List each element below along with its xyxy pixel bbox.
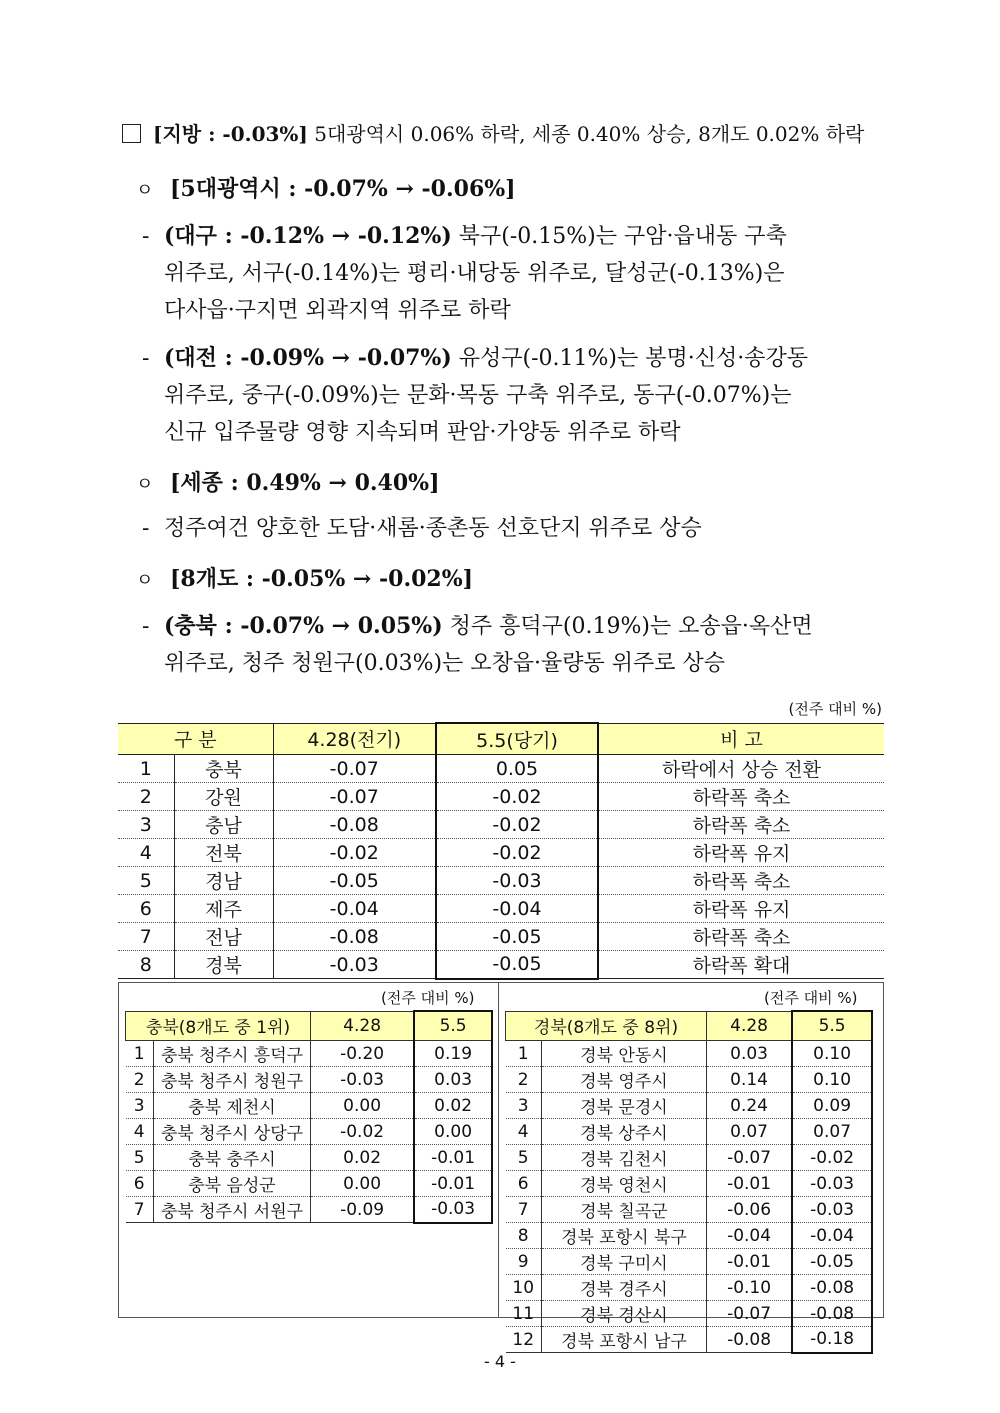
prev-value-cell: -0.03: [311, 1067, 415, 1093]
region-cell: 전북: [174, 839, 273, 867]
rank-cell: 4: [118, 839, 174, 867]
table-row: [118, 755, 884, 783]
province-table: [118, 722, 884, 980]
note-cell: 하락폭 유지: [598, 895, 884, 923]
table-row: [506, 1171, 873, 1197]
subregion-name-cell: 경북 김천시: [541, 1145, 706, 1171]
subregion-name-cell: 충북 청주시 상당구: [153, 1119, 310, 1145]
note-cell: 하락폭 축소: [598, 811, 884, 839]
subregion-name-cell: 충북 청주시 청원구: [153, 1067, 310, 1093]
daejeon-line3: 신규 입주물량 영향 지속되며 판암·가양동 위주로 하락: [164, 420, 681, 445]
daejeon-line1: 유성구(-0.11%)는 봉명·신성·송강동: [451, 346, 808, 371]
subregion-name-cell: 경북 상주시: [541, 1119, 706, 1145]
curr-value-cell: 0.00: [414, 1119, 492, 1145]
note-cell: 하락폭 축소: [598, 867, 884, 895]
rank-cell: 1: [126, 1041, 154, 1067]
note-cell: 하락에서 상승 전환: [598, 755, 884, 783]
curr-value-cell: 0.03: [414, 1067, 492, 1093]
table-row: [506, 1327, 873, 1353]
prev-value-cell: -0.02: [311, 1119, 415, 1145]
region-cell: 전남: [174, 923, 273, 951]
rank-cell: 3: [506, 1093, 542, 1119]
subregion-name-cell: 경북 경산시: [541, 1301, 706, 1327]
rank-cell: 5: [126, 1145, 154, 1171]
table-row: [118, 923, 884, 951]
curr-value-cell: -0.01: [414, 1171, 492, 1197]
note-cell: 하락폭 축소: [598, 783, 884, 811]
section-metro-title: [136, 172, 516, 203]
subregion-name-cell: 경북 경주시: [541, 1275, 706, 1301]
rank-cell: 7: [506, 1197, 542, 1223]
prev-value-cell: 0.14: [706, 1067, 792, 1093]
daejeon-label: (대전 : -0.09% → -0.07%): [164, 345, 452, 371]
daegu-line1: 북구(-0.15%)는 구암·읍내동 구축: [451, 224, 787, 249]
header-division: 구 분: [118, 723, 273, 755]
rank-cell: 2: [506, 1067, 542, 1093]
curr-value-cell: -0.02: [436, 839, 598, 867]
curr-value-cell: -0.03: [414, 1197, 492, 1223]
rank-cell: 7: [118, 923, 174, 951]
rank-cell: 8: [506, 1223, 542, 1249]
prev-value-cell: 0.00: [311, 1093, 415, 1119]
prev-value-cell: -0.07: [273, 783, 436, 811]
region-cell: 충남: [174, 811, 273, 839]
table-row: [118, 839, 884, 867]
dash-bullet: -: [142, 614, 150, 639]
daegu-line2: 위주로, 서구(-0.14%)는 평리·내당동 위주로, 달성군(-0.13%)은: [164, 261, 785, 286]
header-prev: 4.28(전기): [273, 723, 436, 755]
header-curr: 5.5: [792, 1011, 872, 1041]
curr-value-cell: 0.07: [792, 1119, 872, 1145]
provinces-title-text: [8개도 : -0.05% → -0.02%]: [170, 566, 474, 592]
table-row: [506, 1093, 873, 1119]
curr-value-cell: -0.02: [436, 783, 598, 811]
table-row: [506, 1301, 873, 1327]
rank-cell: 5: [118, 867, 174, 895]
curr-value-cell: -0.01: [414, 1145, 492, 1171]
curr-value-cell: -0.08: [792, 1275, 872, 1301]
table-row: [126, 1041, 493, 1067]
region-cell: 강원: [174, 783, 273, 811]
note-cell: 하락폭 유지: [598, 839, 884, 867]
header-prev: 4.28: [311, 1011, 415, 1041]
header-prev: 4.28: [706, 1011, 792, 1041]
region-cell: 경북: [174, 951, 273, 979]
header-curr: 5.5(당기): [436, 723, 598, 755]
table-row: [118, 867, 884, 895]
prev-value-cell: -0.09: [311, 1197, 415, 1223]
table-header-row: [118, 723, 884, 755]
prev-value-cell: 0.24: [706, 1093, 792, 1119]
prev-value-cell: -0.01: [706, 1249, 792, 1275]
paragraph-daejeon: [142, 340, 808, 451]
gyeongbuk-table-unit: (전주 대비 %): [764, 989, 858, 1007]
section-sejong-title: [136, 466, 440, 497]
page-number: - 4 -: [484, 1352, 516, 1371]
table-row: [506, 1145, 873, 1171]
curr-value-cell: -0.03: [436, 867, 598, 895]
prev-value-cell: -0.10: [706, 1275, 792, 1301]
headline: [122, 118, 864, 147]
subregion-name-cell: 충북 제천시: [153, 1093, 310, 1119]
curr-value-cell: -0.04: [436, 895, 598, 923]
prev-value-cell: -0.07: [706, 1145, 792, 1171]
rank-cell: 6: [126, 1171, 154, 1197]
prev-value-cell: -0.08: [273, 923, 436, 951]
circle-bullet-icon: ㅇ: [136, 474, 154, 495]
prev-value-cell: -0.04: [273, 895, 436, 923]
curr-value-cell: -0.02: [436, 811, 598, 839]
prev-value-cell: -0.05: [273, 867, 436, 895]
sejong-title-text: [세종 : 0.49% → 0.40%]: [170, 470, 440, 496]
metro-title-text: [5대광역시 : -0.07% → -0.06%]: [170, 176, 516, 202]
rank-cell: 7: [126, 1197, 154, 1223]
region-cell: 제주: [174, 895, 273, 923]
dash-bullet: -: [142, 224, 150, 249]
subregion-name-cell: 충북 청주시 흥덕구: [153, 1041, 310, 1067]
sejong-line1: 정주여건 양호한 도담·새롬·종촌동 선호단지 위주로 상승: [164, 516, 702, 541]
section-provinces-title: [136, 562, 473, 593]
daegu-label: (대구 : -0.12% → -0.12%): [164, 223, 452, 249]
rank-cell: 1: [118, 755, 174, 783]
curr-value-cell: 0.10: [792, 1041, 872, 1067]
table-header-row: [506, 1011, 873, 1041]
subregion-name-cell: 충북 청주시 서원구: [153, 1197, 310, 1223]
table-row: [126, 1119, 493, 1145]
prev-value-cell: -0.02: [273, 839, 436, 867]
dash-bullet: -: [142, 516, 150, 541]
rank-cell: 6: [118, 895, 174, 923]
curr-value-cell: -0.03: [792, 1197, 872, 1223]
prev-value-cell: -0.01: [706, 1171, 792, 1197]
chungbuk-subregion-table: [125, 1010, 493, 1224]
table-row: [506, 1249, 873, 1275]
note-cell: 하락폭 확대: [598, 951, 884, 979]
prev-value-cell: 0.03: [706, 1041, 792, 1067]
table-row: [506, 1041, 873, 1067]
prev-value-cell: -0.06: [706, 1197, 792, 1223]
paragraph-sejong: [142, 510, 702, 547]
subregion-name-cell: 경북 구미시: [541, 1249, 706, 1275]
curr-value-cell: -0.03: [792, 1171, 872, 1197]
curr-value-cell: -0.05: [436, 923, 598, 951]
headline-text: 5대광역시 0.06% 하락, 세종 0.40% 상승, 8개도 0.02% 하락: [307, 122, 865, 146]
rank-cell: 10: [506, 1275, 542, 1301]
prev-value-cell: 0.02: [311, 1145, 415, 1171]
prev-value-cell: -0.07: [273, 755, 436, 783]
daegu-line3: 다사읍·구지면 외곽지역 위주로 하락: [164, 298, 511, 323]
table-row: [506, 1275, 873, 1301]
rank-cell: 4: [126, 1119, 154, 1145]
rank-cell: 3: [126, 1093, 154, 1119]
rank-cell: 5: [506, 1145, 542, 1171]
header-gyeongbuk: 경북(8개도 중 8위): [506, 1011, 707, 1041]
headline-label: [지방 : -0.03%]: [153, 122, 308, 146]
panel-divider: [498, 983, 499, 1317]
subregion-name-cell: 경북 영천시: [541, 1171, 706, 1197]
curr-value-cell: -0.08: [792, 1301, 872, 1327]
chungbuk-label: (충북 : -0.07% → 0.05%): [164, 613, 443, 639]
table-row: [118, 783, 884, 811]
chungbuk-line1: 청주 흥덕구(0.19%)는 오송읍·옥산면: [442, 614, 813, 639]
subregion-name-cell: 경북 포항시 북구: [541, 1223, 706, 1249]
curr-value-cell: 0.19: [414, 1041, 492, 1067]
prev-value-cell: -0.04: [706, 1223, 792, 1249]
rank-cell: 2: [118, 783, 174, 811]
curr-value-cell: -0.04: [792, 1223, 872, 1249]
prev-value-cell: -0.08: [706, 1327, 792, 1353]
table-row: [506, 1119, 873, 1145]
table-row: [118, 895, 884, 923]
table-row: [118, 811, 884, 839]
chungbuk-line2: 위주로, 청주 청원구(0.03%)는 오창읍·율량동 위주로 상승: [164, 651, 726, 676]
region-cell: 경남: [174, 867, 273, 895]
curr-value-cell: 0.10: [792, 1067, 872, 1093]
rank-cell: 4: [506, 1119, 542, 1145]
curr-value-cell: -0.18: [792, 1327, 872, 1353]
subregion-name-cell: 경북 문경시: [541, 1093, 706, 1119]
subregion-name-cell: 경북 안동시: [541, 1041, 706, 1067]
daejeon-line2: 위주로, 중구(-0.09%)는 문화·목동 구축 위주로, 동구(-0.07%)는: [164, 383, 792, 408]
table-row: [126, 1145, 493, 1171]
subregion-name-cell: 경북 칠곡군: [541, 1197, 706, 1223]
curr-value-cell: -0.02: [792, 1145, 872, 1171]
rank-cell: 11: [506, 1301, 542, 1327]
prev-value-cell: 0.00: [311, 1171, 415, 1197]
prev-value-cell: -0.08: [273, 811, 436, 839]
prev-value-cell: 0.07: [706, 1119, 792, 1145]
curr-value-cell: 0.02: [414, 1093, 492, 1119]
prev-value-cell: -0.07: [706, 1301, 792, 1327]
header-curr: 5.5: [414, 1011, 492, 1041]
header-note: 비 고: [598, 723, 884, 755]
rank-cell: 1: [506, 1041, 542, 1067]
curr-value-cell: 0.09: [792, 1093, 872, 1119]
rank-cell: 3: [118, 811, 174, 839]
rank-cell: 2: [126, 1067, 154, 1093]
curr-value-cell: -0.05: [792, 1249, 872, 1275]
circle-bullet-icon: ㅇ: [136, 180, 154, 201]
table-row: [126, 1093, 493, 1119]
paragraph-chungbuk: [142, 608, 813, 682]
dash-bullet: -: [142, 346, 150, 371]
subregion-panel: [118, 982, 884, 1352]
subregion-name-cell: 충북 충주시: [153, 1145, 310, 1171]
header-chungbuk: 충북(8개도 중 1위): [126, 1011, 311, 1041]
curr-value-cell: 0.05: [436, 755, 598, 783]
table-row: [506, 1067, 873, 1093]
circle-bullet-icon: ㅇ: [136, 570, 154, 591]
paragraph-daegu: [142, 218, 787, 329]
chungbuk-table-unit: (전주 대비 %): [381, 989, 475, 1007]
subregion-name-cell: 경북 영주시: [541, 1067, 706, 1093]
table-row: [506, 1197, 873, 1223]
table-row: [118, 951, 884, 979]
rank-cell: 6: [506, 1171, 542, 1197]
table-row: [506, 1223, 873, 1249]
table-row: [126, 1171, 493, 1197]
note-cell: 하락폭 축소: [598, 923, 884, 951]
table-header-row: [126, 1011, 493, 1041]
subregion-name-cell: 경북 포항시 남구: [541, 1327, 706, 1353]
gyeongbuk-subregion-table: [505, 1010, 873, 1354]
checkbox-square-icon: [122, 124, 141, 143]
rank-cell: 12: [506, 1327, 542, 1353]
prev-value-cell: -0.03: [273, 951, 436, 979]
table-row: [126, 1197, 493, 1223]
curr-value-cell: -0.05: [436, 951, 598, 979]
main-table-unit: (전주 대비 %): [788, 700, 882, 718]
subregion-name-cell: 충북 음성군: [153, 1171, 310, 1197]
table-row: [126, 1067, 493, 1093]
rank-cell: 9: [506, 1249, 542, 1275]
rank-cell: 8: [118, 951, 174, 979]
region-cell: 충북: [174, 755, 273, 783]
prev-value-cell: -0.20: [311, 1041, 415, 1067]
